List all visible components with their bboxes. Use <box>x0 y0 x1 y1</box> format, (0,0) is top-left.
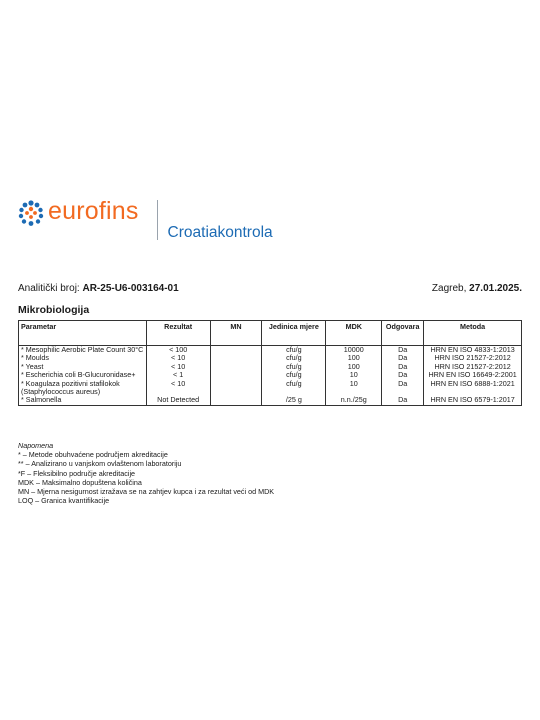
cell-jedinica: cfu/g <box>262 380 326 397</box>
cell-jedinica: /25 g <box>262 396 326 405</box>
cell-mn <box>210 371 262 379</box>
cell-metoda: HRN EN ISO 6888-1:2021 <box>424 380 522 397</box>
note-line: MDK – Maksimalno dopuštena količina <box>18 477 142 487</box>
cell-jedinica: cfu/g <box>262 346 326 355</box>
cell-metoda: HRN EN ISO 16649-2:2001 <box>424 371 522 379</box>
cell-parametar: * Mesophilic Aerobic Plate Count 30°C <box>19 346 147 355</box>
note-line: *F – Fleksibilno područje akreditacije <box>18 468 136 478</box>
header-jedinica: Jedinica mjere <box>262 321 326 346</box>
logo-wordmark: eurofins <box>48 197 139 225</box>
company-logo <box>18 196 273 242</box>
header-rezultat: Rezultat <box>146 321 210 346</box>
cell-mdk: 100 <box>326 354 382 362</box>
cell-jedinica: cfu/g <box>262 354 326 362</box>
table-row <box>19 380 522 397</box>
document-date <box>432 283 522 294</box>
cell-mn <box>210 363 262 371</box>
place-label: Zagreb, <box>431 283 467 294</box>
note-line: * – Metode obuhvaćene područjem akreditacije <box>18 450 168 460</box>
cell-rezultat: < 10 <box>146 354 210 362</box>
cell-odgovara: Da <box>382 380 424 397</box>
cell-mdk: 10 <box>326 371 382 379</box>
header-mdk: MDK <box>326 321 382 346</box>
cell-mn <box>210 354 262 362</box>
cell-odgovara: Da <box>382 346 424 355</box>
logo-divider <box>157 200 158 240</box>
eurofins-dots-icon <box>18 200 44 226</box>
note-line: LOQ – Granica kvantifikacije <box>18 496 110 506</box>
analysis-number-label: Analitički broj: <box>18 283 80 294</box>
cell-metoda: HRN EN ISO 6579-1:2017 <box>424 396 522 405</box>
cell-rezultat: < 1 <box>146 371 210 379</box>
header-parametar: Parametar <box>19 321 147 346</box>
cell-odgovara: Da <box>382 396 424 405</box>
cell-odgovara: Da <box>382 354 424 362</box>
header-mn: MN <box>210 321 262 346</box>
cell-mdk: 10000 <box>326 346 382 355</box>
analysis-number <box>18 283 179 294</box>
cell-parametar: * Moulds <box>19 354 147 362</box>
cell-jedinica: cfu/g <box>262 363 326 371</box>
header-odgovara: Odgovara <box>382 321 424 346</box>
cell-mdk: 100 <box>326 363 382 371</box>
section-title: Mikrobiologija <box>18 304 90 316</box>
cell-rezultat: < 100 <box>146 346 210 355</box>
cell-parametar: * Yeast <box>19 363 147 371</box>
cell-rezultat: Not Detected <box>146 396 210 405</box>
cell-mn <box>210 346 262 355</box>
cell-metoda: HRN ISO 21527-2:2012 <box>424 363 522 371</box>
document-info-line <box>18 283 522 294</box>
cell-rezultat: < 10 <box>146 380 210 397</box>
table-row <box>19 396 522 405</box>
notes-section <box>18 441 274 505</box>
table-header-row <box>19 321 522 346</box>
note-line: MN – Mjerna nesigurnost izražava se na zahtjev kupca i za rezultat veći od MDK <box>18 487 275 497</box>
cell-mdk: n.n./25g <box>326 396 382 405</box>
cell-odgovara: Da <box>382 363 424 371</box>
cell-odgovara: Da <box>382 371 424 379</box>
cell-mn <box>210 396 262 405</box>
date-value: 27.01.2025. <box>469 283 522 294</box>
cell-jedinica: cfu/g <box>262 371 326 379</box>
results-table <box>18 320 522 406</box>
cell-parametar: * Escherichia coli B-Glucuronidase+ <box>19 371 147 379</box>
cell-mn <box>210 380 262 397</box>
notes-title: Napomena <box>18 441 54 450</box>
cell-parametar: * Koagulaza pozitivni stafilokok (Staphylococcus aureus) <box>19 380 147 397</box>
analysis-number-value: AR-25-U6-003164-01 <box>82 283 179 294</box>
note-line: ** – Analizirano u vanjskom ovlaštenom laboratoriju <box>18 459 182 469</box>
cell-rezultat: < 10 <box>146 363 210 371</box>
cell-metoda: HRN ISO 21527-2:2012 <box>424 354 522 362</box>
cell-parametar: * Salmonella <box>19 396 147 405</box>
cell-metoda: HRN EN ISO 4833-1:2013 <box>424 346 522 355</box>
subsidiary-name: Croatiakontrola <box>167 224 273 241</box>
header-metoda: Metoda <box>424 321 522 346</box>
cell-mdk: 10 <box>326 380 382 397</box>
